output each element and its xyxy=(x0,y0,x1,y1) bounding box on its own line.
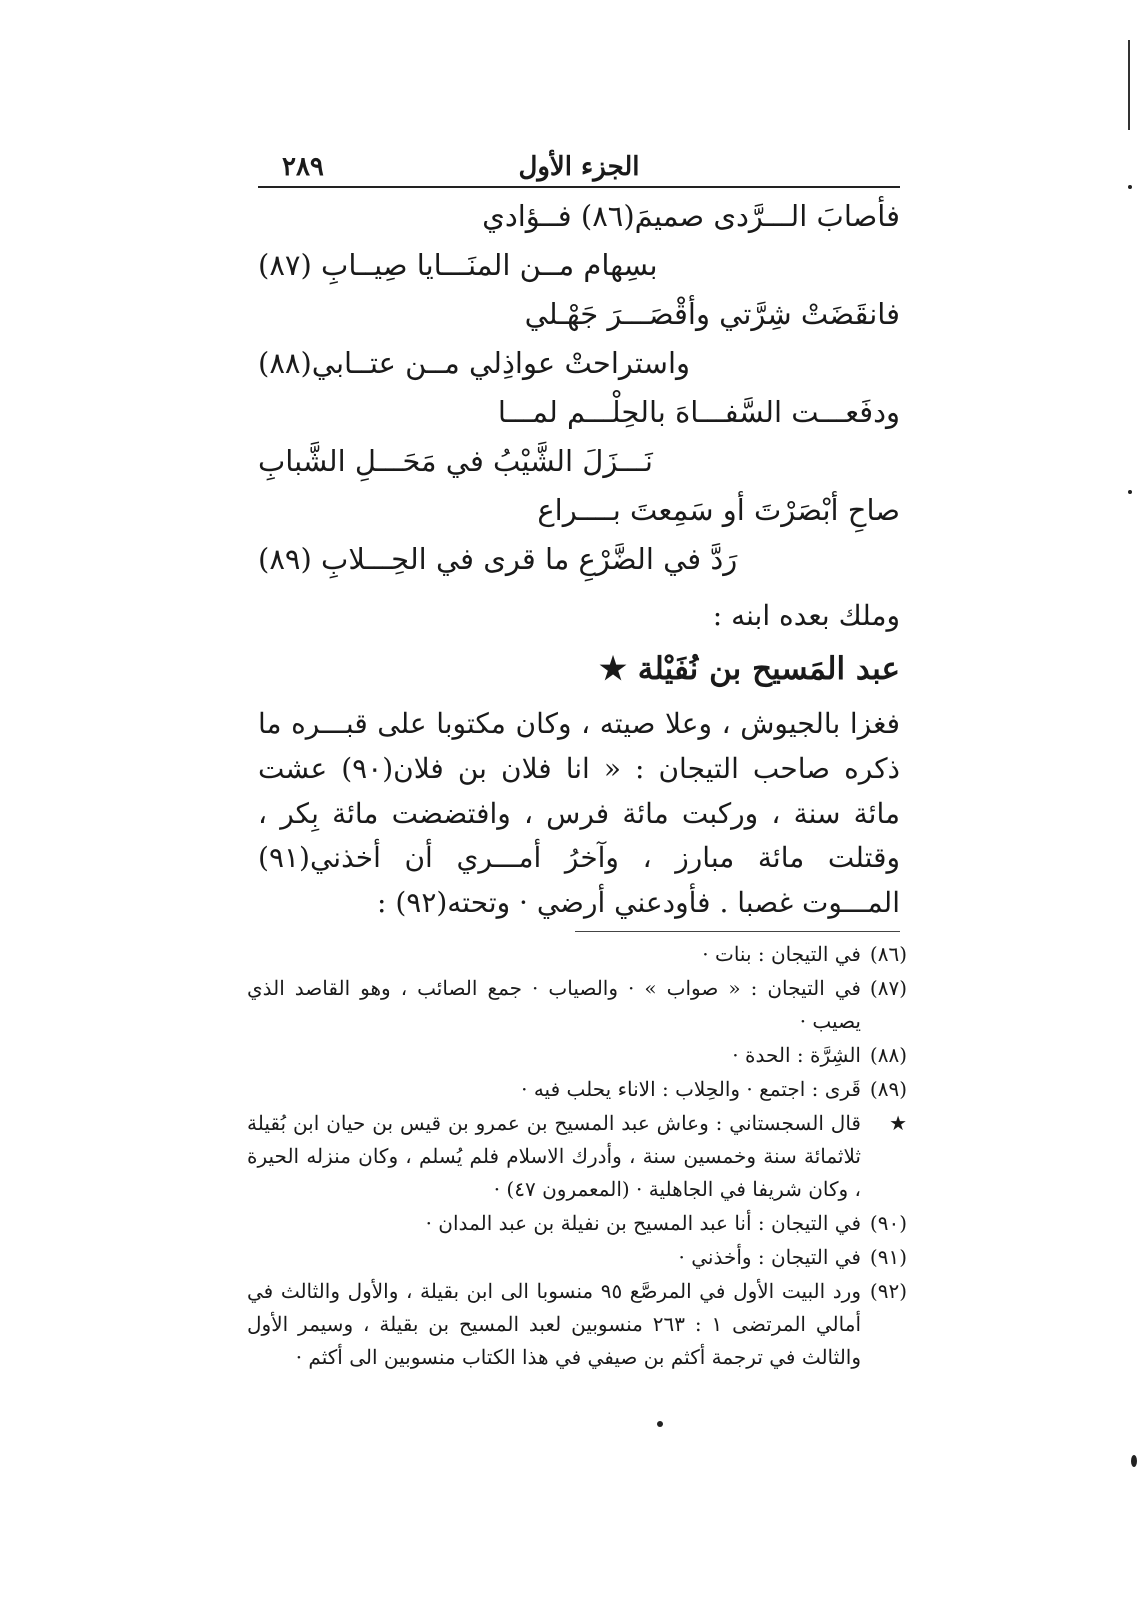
page-number: ٢٨٩ xyxy=(282,152,324,182)
footnote xyxy=(247,938,907,971)
footnote-text: في التيجان : وأخذني · xyxy=(678,1245,861,1269)
footnote-number: (٩٢) xyxy=(869,1279,907,1303)
footnote-text: في التيجان : « صواب » · والصياب · جمع الصائب ، وهو القاصد الذي يصيب · xyxy=(247,976,861,1033)
footnote-number: (٩١) xyxy=(869,1245,907,1269)
section-heading: عبد المَسيح بن نُفَيْلة ★ xyxy=(599,651,900,687)
footnote-star-icon: ★ xyxy=(889,1111,907,1135)
body-paragraph: فغزا بالجيوش ، وعلا صيته ، وكان مكتوبا على قبـــره ما ذكره صاحب التيجان : « انا فلان بن فلان(٩٠) عشت مائة سنة ، وركبت مائة فرس ، وافتضضت مائة بِكر ، وقتلت مائة مبارز ، وآخرُ أمـــري أن أخذني(٩١) المـــوت غصبا . فأودعني أرضي · وتحته(٩٢) : xyxy=(258,707,900,920)
verse-line: ودفَعـــت السَّفـــاهَ بالحِلْـــم لمـــا xyxy=(497,395,900,429)
footnotes xyxy=(247,938,907,1375)
ink-speck xyxy=(657,1421,663,1427)
footnote-text: ورد البيت الأول في المرصَّع ٩٥ منسوبا الى ابن بقيلة ، والأول والثالث في أمالي المرتضى ١ : ٢٦٣ منسوبين لعبد المسيح بن بقيلة ، وسيمر الأول والثالث في ترجمة أكثم بن صيفي في هذا الكتاب منسوبين الى أكثم · xyxy=(247,1279,862,1369)
verse-line: بسِهام مــن المنَـــايا صِيــابِ (٨٧) xyxy=(258,248,658,282)
verse-line: فأصابَ الـــرَّدى صميمَ‌(٨٦) فــؤادي xyxy=(482,199,900,233)
footnote-number: (٨٧) xyxy=(869,976,907,1000)
footnote-text: قَرى : اجتمع · والحِلاب : الاناء يحلب فيه · xyxy=(521,1077,861,1101)
verse-line: رَدَّ في الضَّرْعِ ما قرى في الحِـــلابِ (٨٩) xyxy=(258,542,738,576)
ink-speck xyxy=(1128,490,1132,494)
footnote-text: قال السجستاني : وعاش عبد المسيح بن عمرو بن قيس بن حيان ابن بُقيلة ثلاثمائة سنة وخمسين سنة ، وأدرك الاسلام فلم يُسلم ، وكان منزله الحيرة ، وكان شريفا في الجاهلية · (المعمرون ٤٧) · xyxy=(247,1111,861,1201)
verse-line: نَـــزَلَ الشَّيْبُ في مَحَـــلِ الشَّبابِ xyxy=(258,444,653,478)
footnote xyxy=(247,1073,907,1106)
footnote-number: (٨٦) xyxy=(869,942,907,966)
ink-speck xyxy=(1131,1455,1137,1467)
footnote xyxy=(247,1039,907,1072)
verse-line: واستراحتْ عواذِلي مــن عتــابي(٨٨) xyxy=(258,346,691,380)
intro-line: وملك بعده ابنه : xyxy=(712,599,900,632)
footnote xyxy=(247,972,907,1038)
footnote xyxy=(247,1275,907,1374)
verse-line: فانقَضَتْ شِرَّتي وأقْصَـــرَ جَهْـلي xyxy=(524,297,900,331)
footnote-number: (٨٩) xyxy=(869,1077,907,1101)
verse-line: صاحِ أبْصَرْتَ أو سَمِعتَ بــــراع xyxy=(537,493,900,527)
footnote xyxy=(247,1207,907,1240)
part-title: الجزء الأول xyxy=(518,152,640,182)
footnote-text: في التيجان : أنا عبد المسيح بن نفيلة بن عبد المدان · xyxy=(425,1211,861,1235)
scan-edge-mark xyxy=(1128,40,1130,130)
footnote-text: الشِرَّة : الحدة · xyxy=(732,1043,861,1067)
footnote-number: (٩٠) xyxy=(869,1211,907,1235)
footnote-rule xyxy=(575,931,900,932)
footnote-text: في التيجان : بنات · xyxy=(702,942,861,966)
footnote-number: (٨٨) xyxy=(869,1043,907,1067)
ink-speck xyxy=(1128,185,1132,189)
footnote xyxy=(247,1241,907,1274)
running-header xyxy=(258,150,900,188)
footnote xyxy=(247,1107,907,1206)
